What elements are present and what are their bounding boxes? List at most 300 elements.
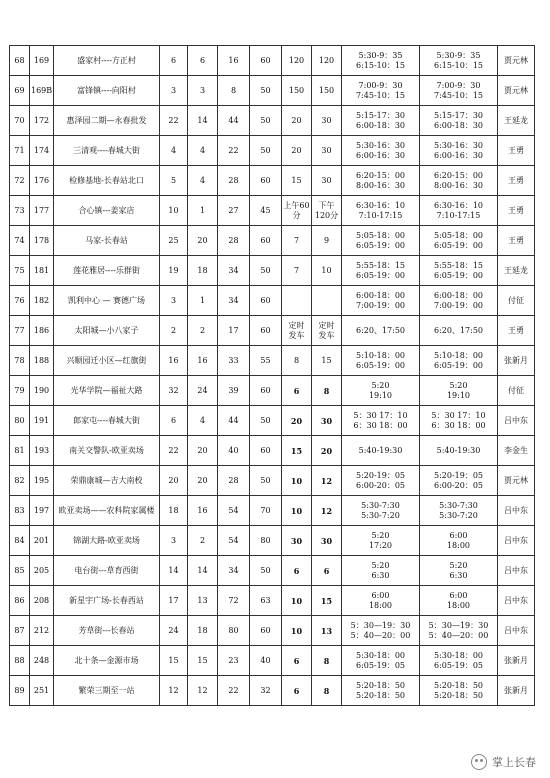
time-first: 5:30-16：30: [355, 140, 406, 150]
line-number: 169: [30, 46, 54, 76]
vehicles-total: 22: [160, 106, 188, 136]
time-first: 5:05-18：00: [355, 230, 406, 240]
line-number: 191: [30, 406, 54, 436]
trip-time: 50: [250, 406, 282, 436]
table-row: [10, 166, 535, 196]
departure-times-a: [342, 256, 420, 286]
table-row: [10, 496, 535, 526]
time-last: 7:10-17:15: [436, 210, 481, 220]
line-number: 190: [30, 376, 54, 406]
route-length: 54: [218, 526, 250, 556]
departure-times-a: [342, 406, 420, 436]
table-row: [10, 136, 535, 166]
time-first: 5:30-7:30: [439, 500, 478, 510]
departure-times-b: [420, 286, 498, 316]
row-index: 73: [10, 196, 30, 226]
time-last: 6:00-20：05: [355, 480, 406, 490]
row-index: 86: [10, 586, 30, 616]
interval-offpeak: 9: [312, 226, 342, 256]
vehicles-total: 6: [160, 406, 188, 436]
row-index: 77: [10, 316, 30, 346]
vehicles-active: 1: [188, 196, 218, 226]
row-index: 83: [10, 496, 30, 526]
time-first: 5:30-9：35: [358, 50, 403, 60]
interval-peak: 20: [282, 106, 312, 136]
interval-offpeak: [312, 316, 342, 346]
bus-route-table: [9, 45, 535, 706]
departure-times-a: [342, 376, 420, 406]
time-first: 7:00-9：30: [358, 80, 403, 90]
interval-offpeak: 6: [312, 556, 342, 586]
driver-name: 吕中东: [498, 616, 535, 646]
watermark-text: 掌上长春: [492, 756, 536, 769]
driver-name: 王延龙: [498, 256, 535, 286]
time-first: 6:20-15：00: [355, 170, 406, 180]
interval-part: 定时: [318, 320, 335, 330]
time-last: 6:00-18：30: [433, 120, 484, 130]
route-length: 22: [218, 676, 250, 706]
vehicles-total: 3: [160, 76, 188, 106]
time-last: 6:05-19：00: [355, 270, 406, 280]
vehicles-active: 12: [188, 676, 218, 706]
time-first: 5：30 17：10: [431, 410, 486, 420]
time-last: 7:00-19：00: [433, 300, 484, 310]
route-length: 17: [218, 316, 250, 346]
interval-peak: 6: [282, 556, 312, 586]
departure-times-b: [420, 316, 498, 346]
time-first: 6:20-15：00: [433, 170, 484, 180]
time-last: 19:10: [368, 390, 393, 400]
line-number: 182: [30, 286, 54, 316]
vehicles-active: 3: [188, 76, 218, 106]
line-number: 251: [30, 676, 54, 706]
interval-peak: [282, 316, 312, 346]
departure-times-a: [342, 466, 420, 496]
route-name: 凯利中心 — 赛德广场: [54, 286, 160, 316]
time-first: 6:00-18：00: [433, 290, 484, 300]
time-last: 6:00-20：05: [433, 480, 484, 490]
time-first: 6:00: [449, 530, 468, 540]
line-number: 193: [30, 436, 54, 466]
trip-time: 60: [250, 226, 282, 256]
trip-time: 60: [250, 316, 282, 346]
row-index: 72: [10, 166, 30, 196]
time-first: 5:05-18：00: [433, 230, 484, 240]
interval-peak: 150: [282, 76, 312, 106]
time-last: 5：40—20：00: [428, 630, 489, 640]
table-body: [10, 46, 535, 706]
time-first: 5:20-19：05: [433, 470, 484, 480]
row-index: 85: [10, 556, 30, 586]
departure-times-b: [420, 436, 498, 466]
route-length: 28: [218, 466, 250, 496]
trip-time: 70: [250, 496, 282, 526]
departure-times-b: [420, 406, 498, 436]
route-name: 锦湖大路-欧亚卖场: [54, 526, 160, 556]
time-first: 5:40-19:30: [358, 445, 403, 455]
interval-offpeak: 30: [312, 526, 342, 556]
row-index: 71: [10, 136, 30, 166]
departure-times-b: [420, 556, 498, 586]
route-name: 盛家村----方正村: [54, 46, 160, 76]
route-name: 南关交警队-欧亚卖场: [54, 436, 160, 466]
departure-times-a: [342, 676, 420, 706]
trip-time: 80: [250, 526, 282, 556]
route-name: 电台街---草育西街: [54, 556, 160, 586]
time-last: 18:00: [446, 600, 471, 610]
time-last: 6:00-16：30: [355, 150, 406, 160]
route-name: 太阳城—小八家子: [54, 316, 160, 346]
vehicles-total: 4: [160, 136, 188, 166]
row-index: 70: [10, 106, 30, 136]
time-last: 7:45-10：15: [433, 90, 484, 100]
departure-times-b: [420, 196, 498, 226]
route-name: 三清观----春城大街: [54, 136, 160, 166]
time-first: 5：30—19：30: [428, 620, 489, 630]
vehicles-total: 16: [160, 346, 188, 376]
route-name: 莲花雅居----乐群街: [54, 256, 160, 286]
departure-times-b: [420, 676, 498, 706]
time-first: 5:20: [371, 530, 390, 540]
driver-name: 张新月: [498, 346, 535, 376]
line-number: 197: [30, 496, 54, 526]
time-last: 6:00-18：30: [355, 120, 406, 130]
route-name: 郎家屯----春城大街: [54, 406, 160, 436]
vehicles-total: 15: [160, 646, 188, 676]
time-first: 5:10-18：00: [355, 350, 406, 360]
interval-peak: 120: [282, 46, 312, 76]
interval-offpeak: 150: [312, 76, 342, 106]
interval-peak: 6: [282, 376, 312, 406]
vehicles-active: 6: [188, 46, 218, 76]
line-number: 174: [30, 136, 54, 166]
table-row: [10, 46, 535, 76]
time-last: 7:10-17:15: [358, 210, 403, 220]
interval-offpeak: 30: [312, 406, 342, 436]
route-length: 72: [218, 586, 250, 616]
vehicles-total: 10: [160, 196, 188, 226]
time-last: 6:15-10：15: [433, 60, 484, 70]
time-first: 5:15-17：30: [355, 110, 406, 120]
vehicles-active: 4: [188, 166, 218, 196]
route-length: 34: [218, 286, 250, 316]
line-number: 208: [30, 586, 54, 616]
vehicles-total: 20: [160, 466, 188, 496]
time-first: 5:30-16：30: [433, 140, 484, 150]
trip-time: 55: [250, 346, 282, 376]
table-row: [10, 526, 535, 556]
time-first: 6:00: [371, 590, 390, 600]
time-first: 6:20、17:50: [433, 325, 484, 335]
interval-peak: 10: [282, 466, 312, 496]
table-row: [10, 646, 535, 676]
time-last: 17:20: [368, 540, 393, 550]
departure-times-a: [342, 436, 420, 466]
driver-name: 王勇: [498, 226, 535, 256]
driver-name: 王勇: [498, 136, 535, 166]
departure-times-b: [420, 526, 498, 556]
trip-time: 63: [250, 586, 282, 616]
table-row: [10, 436, 535, 466]
trip-time: 60: [250, 616, 282, 646]
route-name: 惠泽园二期—永春批发: [54, 106, 160, 136]
time-first: 5:55-18：15: [355, 260, 406, 270]
departure-times-a: [342, 106, 420, 136]
driver-name: 贾元林: [498, 466, 535, 496]
vehicles-active: 1: [188, 286, 218, 316]
interval-part: 定时: [288, 320, 305, 330]
route-length: 28: [218, 166, 250, 196]
route-name: 芳草街---长春站: [54, 616, 160, 646]
time-last: 5:20-18：50: [355, 690, 406, 700]
route-length: 44: [218, 406, 250, 436]
route-name: 繁荣三期至一站: [54, 676, 160, 706]
line-number: 176: [30, 166, 54, 196]
time-first: 5:15-17：30: [433, 110, 484, 120]
route-length: 44: [218, 106, 250, 136]
driver-name: 吕中东: [498, 406, 535, 436]
driver-name: 张新月: [498, 646, 535, 676]
trip-time: 50: [250, 136, 282, 166]
route-length: 34: [218, 556, 250, 586]
time-first: 7:00-9：30: [436, 80, 481, 90]
route-length: 80: [218, 616, 250, 646]
vehicles-active: 16: [188, 346, 218, 376]
vehicles-active: 18: [188, 616, 218, 646]
line-number: 201: [30, 526, 54, 556]
vehicles-active: 4: [188, 136, 218, 166]
line-number: 178: [30, 226, 54, 256]
line-number: 177: [30, 196, 54, 226]
route-length: 33: [218, 346, 250, 376]
table-row: [10, 316, 535, 346]
time-last: 5:30-7:20: [361, 510, 400, 520]
time-last: 6:05-19：05: [355, 660, 406, 670]
time-first: 5:20-18：50: [355, 680, 406, 690]
trip-time: 60: [250, 376, 282, 406]
departure-times-a: [342, 346, 420, 376]
departure-times-a: [342, 586, 420, 616]
departure-times-a: [342, 136, 420, 166]
table-row: [10, 586, 535, 616]
interval-part: 发车: [288, 330, 305, 340]
interval-offpeak: 15: [312, 586, 342, 616]
interval-peak: 10: [282, 586, 312, 616]
time-last: 6：30 18：00: [353, 420, 408, 430]
route-name: 检修基地-长春站北口: [54, 166, 160, 196]
time-last: 6:00-16：30: [433, 150, 484, 160]
time-last: 6:05-19：00: [433, 270, 484, 280]
driver-name: 张新月: [498, 676, 535, 706]
route-length: 28: [218, 226, 250, 256]
time-last: 19:10: [446, 390, 471, 400]
line-number: 205: [30, 556, 54, 586]
time-first: 5:20: [371, 560, 390, 570]
trip-time: 50: [250, 256, 282, 286]
interval-peak: 10: [282, 616, 312, 646]
row-index: 89: [10, 676, 30, 706]
departure-times-b: [420, 376, 498, 406]
interval-offpeak: 30: [312, 106, 342, 136]
time-first: 5:30-7:30: [361, 500, 400, 510]
departure-times-a: [342, 646, 420, 676]
route-name: 光华学院—福祉大路: [54, 376, 160, 406]
row-index: 79: [10, 376, 30, 406]
driver-name: 王勇: [498, 196, 535, 226]
driver-name: 付征: [498, 286, 535, 316]
interval-peak: 7: [282, 226, 312, 256]
interval-peak: 15: [282, 166, 312, 196]
table-row: [10, 616, 535, 646]
time-first: 6:00-18：00: [355, 290, 406, 300]
route-length: 54: [218, 496, 250, 526]
departure-times-b: [420, 586, 498, 616]
time-last: 5:30-7:20: [439, 510, 478, 520]
departure-times-b: [420, 616, 498, 646]
vehicles-total: 18: [160, 496, 188, 526]
table-row: [10, 676, 535, 706]
line-number: 212: [30, 616, 54, 646]
time-first: 5:20-19：05: [355, 470, 406, 480]
interval-offpeak: 30: [312, 166, 342, 196]
vehicles-active: 2: [188, 316, 218, 346]
departure-times-b: [420, 226, 498, 256]
vehicles-active: 20: [188, 466, 218, 496]
interval-peak: 6: [282, 676, 312, 706]
departure-times-b: [420, 346, 498, 376]
trip-time: 60: [250, 166, 282, 196]
interval-peak: 10: [282, 496, 312, 526]
interval-peak: 20: [282, 406, 312, 436]
vehicles-total: 3: [160, 526, 188, 556]
table-row: [10, 286, 535, 316]
time-last: 5：40—20：00: [350, 630, 411, 640]
row-index: 75: [10, 256, 30, 286]
row-index: 68: [10, 46, 30, 76]
table-row: [10, 76, 535, 106]
row-index: 84: [10, 526, 30, 556]
time-last: 6:30: [449, 570, 468, 580]
time-last: 6:15-10：15: [355, 60, 406, 70]
interval-offpeak: [312, 286, 342, 316]
route-name: 合心镇---姜家店: [54, 196, 160, 226]
vehicles-total: 14: [160, 556, 188, 586]
departure-times-b: [420, 646, 498, 676]
row-index: 78: [10, 346, 30, 376]
driver-name: 王勇: [498, 316, 535, 346]
interval-peak: 6: [282, 646, 312, 676]
table-row: [10, 196, 535, 226]
departure-times-a: [342, 226, 420, 256]
route-length: 40: [218, 436, 250, 466]
vehicles-active: 14: [188, 556, 218, 586]
trip-time: 50: [250, 466, 282, 496]
vehicles-total: 25: [160, 226, 188, 256]
interval-offpeak: 10: [312, 256, 342, 286]
interval-offpeak: 12: [312, 496, 342, 526]
time-first: 5：30—19：30: [350, 620, 411, 630]
vehicles-total: 3: [160, 286, 188, 316]
table-row: [10, 556, 535, 586]
time-last: 6:05-19：00: [433, 360, 484, 370]
time-last: 6：30 18：00: [431, 420, 486, 430]
interval-offpeak: 13: [312, 616, 342, 646]
departure-times-a: [342, 526, 420, 556]
interval-offpeak: 12: [312, 466, 342, 496]
vehicles-total: 32: [160, 376, 188, 406]
route-length: 22: [218, 136, 250, 166]
vehicles-active: 18: [188, 256, 218, 286]
vehicles-active: 20: [188, 226, 218, 256]
trip-time: 50: [250, 556, 282, 586]
wechat-icon: [471, 754, 487, 770]
trip-time: 60: [250, 46, 282, 76]
vehicles-active: 13: [188, 586, 218, 616]
time-first: 5:20: [371, 380, 390, 390]
vehicles-active: 14: [188, 106, 218, 136]
departure-times-b: [420, 46, 498, 76]
time-first: 6:30-16：10: [433, 200, 484, 210]
departure-times-b: [420, 166, 498, 196]
row-index: 81: [10, 436, 30, 466]
row-index: 87: [10, 616, 30, 646]
vehicles-total: 17: [160, 586, 188, 616]
table-row: [10, 406, 535, 436]
driver-name: 贾元林: [498, 76, 535, 106]
time-last: 6:05-19：00: [355, 240, 406, 250]
departure-times-b: [420, 466, 498, 496]
table-row: [10, 226, 535, 256]
route-name: 荣鼎康城—吉大南校: [54, 466, 160, 496]
table-row: [10, 106, 535, 136]
line-number: 195: [30, 466, 54, 496]
route-name: 马家-长春站: [54, 226, 160, 256]
time-first: 5:40-19:30: [436, 445, 481, 455]
vehicles-total: 2: [160, 316, 188, 346]
watermark: [471, 754, 536, 770]
row-index: 80: [10, 406, 30, 436]
time-last: 7:00-19：00: [355, 300, 406, 310]
table-row: [10, 256, 535, 286]
driver-name: 吕中东: [498, 556, 535, 586]
time-last: 6:05-19：05: [433, 660, 484, 670]
time-first: 5:10-18：00: [433, 350, 484, 360]
vehicles-active: 24: [188, 376, 218, 406]
driver-name: 李金生: [498, 436, 535, 466]
driver-name: 王勇: [498, 166, 535, 196]
time-first: 5:20-18：50: [433, 680, 484, 690]
departure-times-a: [342, 166, 420, 196]
trip-time: 32: [250, 676, 282, 706]
time-first: 6:00: [449, 590, 468, 600]
interval-offpeak: 15: [312, 346, 342, 376]
departure-times-a: [342, 46, 420, 76]
route-name: 兴顺园迁小区—红旗街: [54, 346, 160, 376]
time-first: 6:20、17:50: [355, 325, 406, 335]
departure-times-b: [420, 136, 498, 166]
route-length: 39: [218, 376, 250, 406]
table-row: [10, 376, 535, 406]
time-last: 18:00: [368, 600, 393, 610]
departure-times-b: [420, 106, 498, 136]
line-number: 172: [30, 106, 54, 136]
time-first: 5:55-18：15: [433, 260, 484, 270]
time-last: 8:00-16：30: [355, 180, 406, 190]
driver-name: 吕中东: [498, 526, 535, 556]
time-first: 5:30-9：35: [436, 50, 481, 60]
interval-offpeak: 120: [312, 46, 342, 76]
route-name: 北十条—金源市场: [54, 646, 160, 676]
